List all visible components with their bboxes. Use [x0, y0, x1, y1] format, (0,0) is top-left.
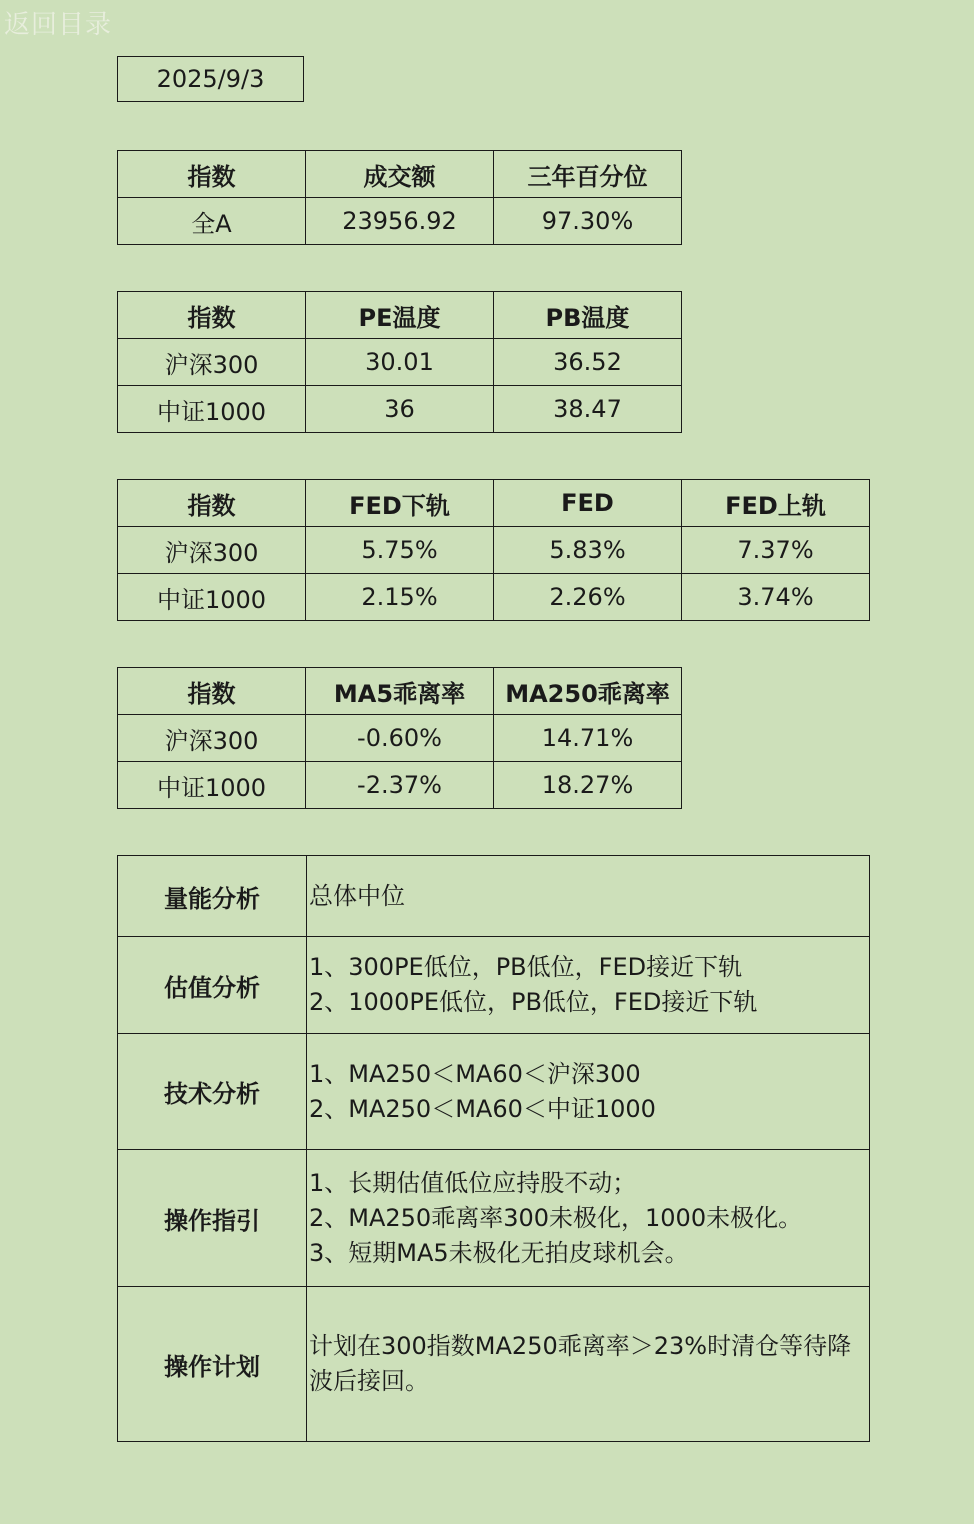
analysis-content — [307, 1034, 870, 1150]
header-pe-temperature: PE温度 — [306, 292, 494, 339]
header-index: 指数 — [118, 292, 306, 339]
cell-index-name: 中证1000 — [118, 386, 306, 433]
analysis-line: 3、短期MA5未极化无拍皮球机会。 — [309, 1238, 689, 1267]
header-fed-lower: FED下轨 — [306, 480, 494, 527]
cell-index-name: 中证1000 — [118, 574, 306, 621]
ma-deviation-table — [117, 667, 682, 809]
analysis-row-guidance — [118, 1150, 870, 1287]
table-row — [118, 762, 682, 809]
volume-table — [117, 150, 682, 245]
analysis-row-plan — [118, 1287, 870, 1442]
report-date: 2025/9/3 — [117, 56, 304, 102]
header-index: 指数 — [118, 668, 306, 715]
cell-pb-temperature: 36.52 — [494, 339, 682, 386]
cell-index-name: 中证1000 — [118, 762, 306, 809]
cell-fed-lower: 5.75% — [306, 527, 494, 574]
analysis-line: 2、MA250＜MA60＜中证1000 — [309, 1094, 656, 1123]
cell-pb-temperature: 38.47 — [494, 386, 682, 433]
header-turnover: 成交额 — [306, 151, 494, 198]
table-header-row — [118, 480, 870, 527]
cell-fed: 2.26% — [494, 574, 682, 621]
back-to-contents-link[interactable]: 返回目录 — [4, 10, 113, 40]
analysis-label: 估值分析 — [118, 937, 307, 1034]
analysis-content — [307, 1287, 870, 1442]
cell-index-name: 沪深300 — [118, 527, 306, 574]
analysis-label: 操作指引 — [118, 1150, 307, 1287]
temperature-table — [117, 291, 682, 433]
cell-fed-upper: 7.37% — [682, 527, 870, 574]
analysis-line: 波后接回。 — [309, 1367, 429, 1395]
header-ma5-deviation: MA5乖离率 — [306, 668, 494, 715]
analysis-row-volume — [118, 856, 870, 937]
analysis-line: 1、长期估值低位应持股不动； — [309, 1168, 637, 1197]
header-3yr-percentile: 三年百分位 — [494, 151, 682, 198]
cell-fed: 5.83% — [494, 527, 682, 574]
header-index: 指数 — [118, 151, 306, 198]
table-header-row — [118, 292, 682, 339]
analysis-row-technical — [118, 1034, 870, 1150]
table-row — [118, 574, 870, 621]
cell-ma5-deviation: -0.60% — [306, 715, 494, 762]
cell-fed-lower: 2.15% — [306, 574, 494, 621]
analysis-line: 计划在300指数MA250乖离率＞23%时清仓等待降 — [309, 1332, 852, 1360]
cell-index-name: 沪深300 — [118, 715, 306, 762]
header-fed: FED — [494, 480, 682, 527]
analysis-line: 总体中位 — [309, 881, 405, 910]
table-row — [118, 198, 682, 245]
table-row — [118, 715, 682, 762]
cell-pe-temperature: 30.01 — [306, 339, 494, 386]
analysis-table — [117, 855, 870, 1442]
analysis-line: 2、1000PE低位，PB低位，FED接近下轨 — [309, 988, 758, 1016]
cell-ma250-deviation: 18.27% — [494, 762, 682, 809]
header-fed-upper: FED上轨 — [682, 480, 870, 527]
cell-ma250-deviation: 14.71% — [494, 715, 682, 762]
header-index: 指数 — [118, 480, 306, 527]
table-row — [118, 339, 682, 386]
header-ma250-deviation: MA250乖离率 — [494, 668, 682, 715]
analysis-content — [307, 1150, 870, 1287]
fed-table — [117, 479, 870, 621]
table-row — [118, 527, 870, 574]
table-header-row — [118, 151, 682, 198]
analysis-content — [307, 937, 870, 1034]
cell-pe-temperature: 36 — [306, 386, 494, 433]
cell-percentile: 97.30% — [494, 198, 682, 245]
table-header-row — [118, 668, 682, 715]
analysis-line: 1、300PE低位，PB低位，FED接近下轨 — [309, 953, 743, 981]
analysis-content — [307, 856, 870, 937]
cell-ma5-deviation: -2.37% — [306, 762, 494, 809]
cell-turnover: 23956.92 — [306, 198, 494, 245]
cell-fed-upper: 3.74% — [682, 574, 870, 621]
analysis-row-valuation — [118, 937, 870, 1034]
analysis-label: 操作计划 — [118, 1287, 307, 1442]
cell-index-name: 全A — [118, 198, 306, 245]
analysis-label: 技术分析 — [118, 1034, 307, 1150]
analysis-label: 量能分析 — [118, 856, 307, 937]
cell-index-name: 沪深300 — [118, 339, 306, 386]
header-pb-temperature: PB温度 — [494, 292, 682, 339]
table-row — [118, 386, 682, 433]
analysis-line: 2、MA250乖离率300未极化，1000未极化。 — [309, 1203, 803, 1232]
analysis-line: 1、MA250＜MA60＜沪深300 — [309, 1059, 641, 1088]
